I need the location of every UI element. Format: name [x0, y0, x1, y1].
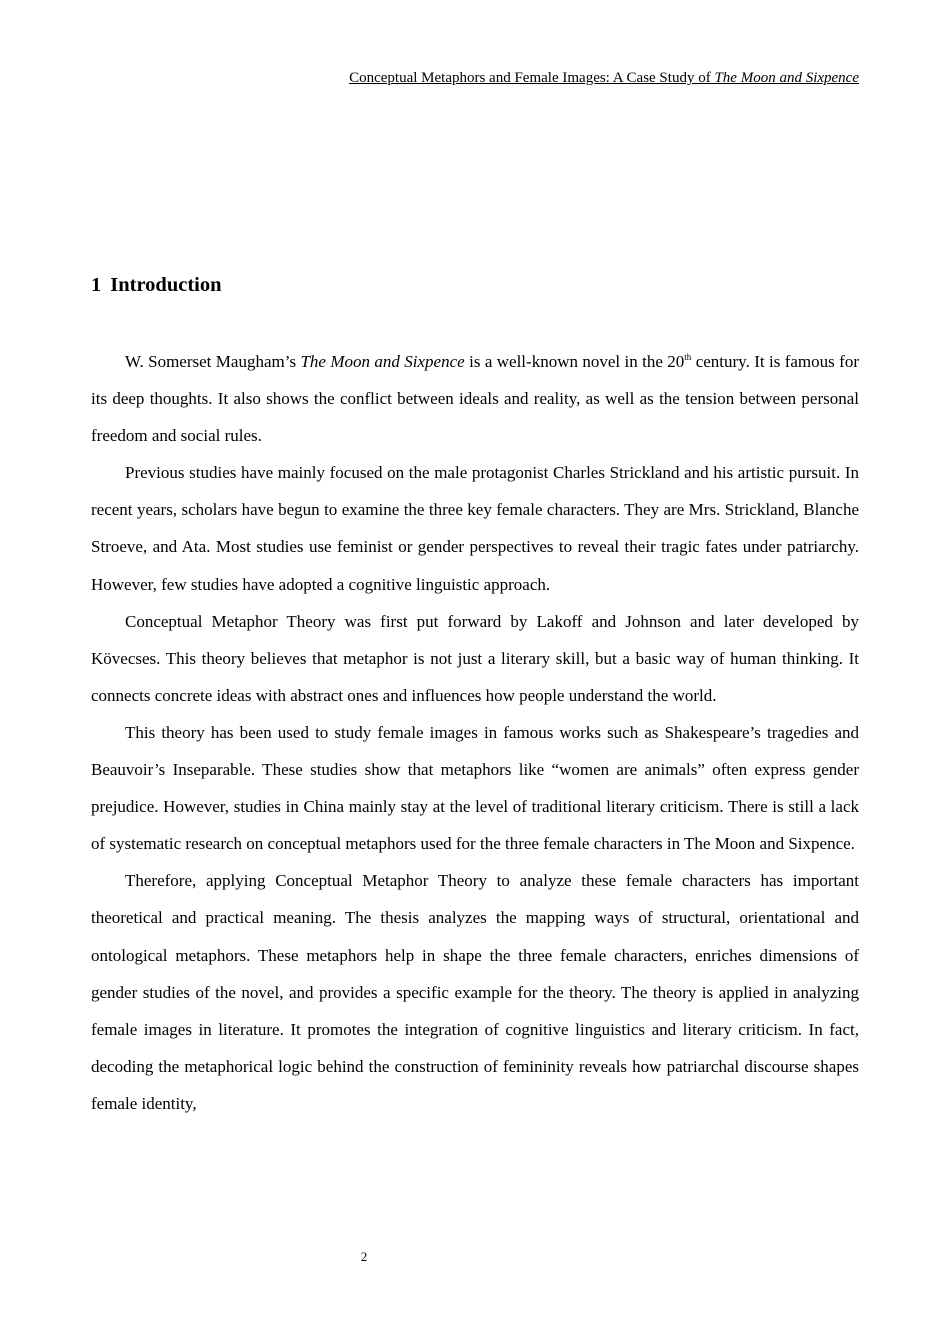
paragraph-4: This theory has been used to study female images in famous works such as Shakespeare’s tragedies and Beauvoir’s Inseparable. These studies show that metaphors like “women are animals” often express gender prejudice. However, studies in China mainly stay at the level of traditional literary criticism. There is still a lack of systematic research on conceptual metaphors used for the three female characters in The Moon and Sixpence.	[91, 722, 859, 854]
section-heading	[91, 272, 222, 298]
paragraph-2: Previous studies have mainly focused on the male protagonist Charles Strickland and his artistic pursuit. In recent years, scholars have begun to examine the three key female characters. They are Mrs. Strickland, Blanche Stroeve, and Ata. Most studies use feminist or gender perspectives to reveal their tragic fates under patriarchy. However, few studies have adopted a cognitive linguistic approach.	[91, 463, 859, 594]
page-number: 2	[360, 1249, 368, 1264]
body-text	[91, 343, 859, 1122]
paragraph-5: Therefore, applying Conceptual Metaphor Theory to analyze these female characters has important theoretical and practical meaning. The thesis analyzes the mapping ways of structural, orientational and ontological metaphors. These metaphors help in shape the three female characters, enriches dimensions of gender studies of the novel, and provides a specific example for the theory. The theory is applied in analyzing female images in literature. It promotes the integration of cognitive linguistics and literary criticism. In fact, decoding the metaphorical logic behind the construction of femininity reveals how patriarchal discourse shapes female identity,	[91, 871, 859, 1113]
paragraph-1-book-title: The Moon and Sixpence	[300, 352, 465, 371]
paragraph-1	[91, 343, 859, 454]
section-number: 1	[91, 274, 102, 296]
running-header-book-title: The Moon and Sixpence	[714, 70, 859, 86]
running-header-text: Conceptual Metaphors and Female Images: A Case Study of	[349, 70, 715, 86]
running-header	[349, 69, 859, 87]
section-title: Introduction	[110, 274, 222, 296]
paragraph-1-text-c: century. It is famous for its deep thoughts. It also shows the conflict between ideals and reality, as well as the tension between personal freedom and social rules.	[91, 352, 859, 446]
paragraph-1-superscript: th	[684, 352, 692, 362]
paragraph-1-text-a: W. Somerset Maugham’s	[125, 352, 301, 371]
paragraph-1-text-b: is a well-known novel in the 20	[464, 352, 685, 371]
paragraph-3: Conceptual Metaphor Theory was first put forward by Lakoff and Johnson and later developed by Kövecses. This theory believes that metaphor is not just a literary skill, but a basic way of human thinking. It connects concrete ideas with abstract ones and influences how people understand the world.	[91, 611, 859, 705]
